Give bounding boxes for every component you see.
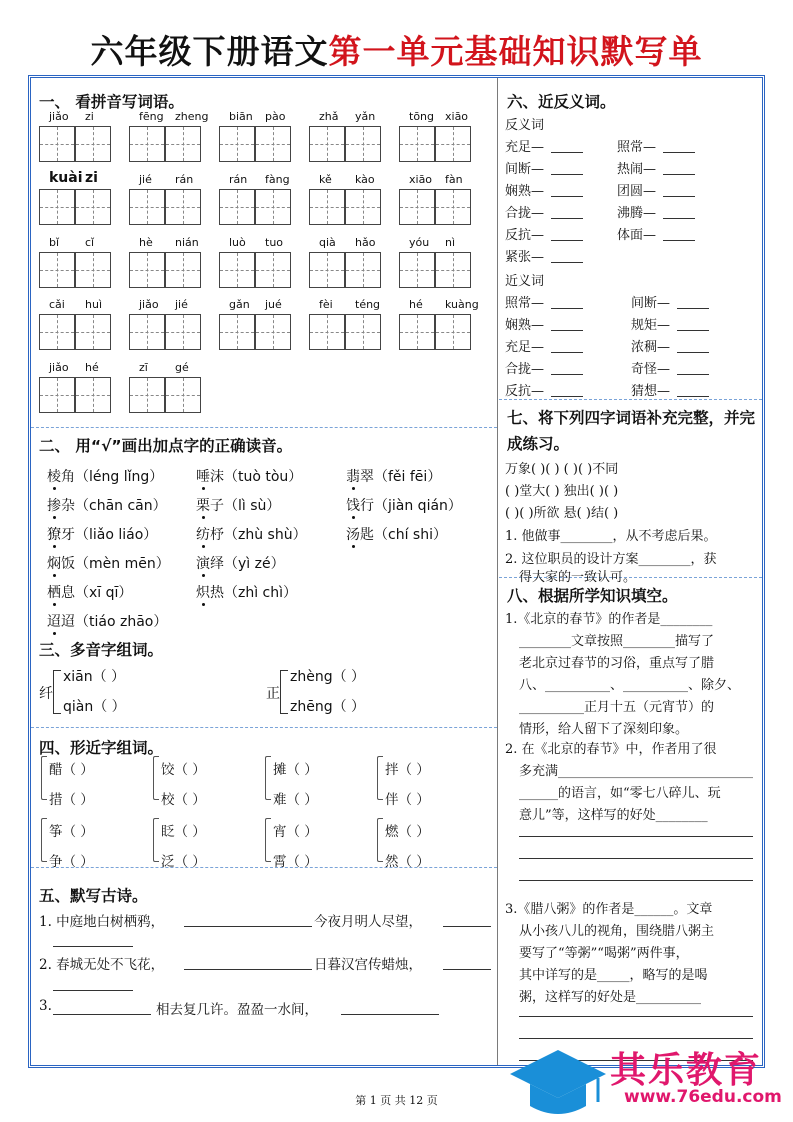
writing-box[interactable] [75,189,111,225]
answer-line[interactable] [519,1038,753,1039]
left-column [31,78,498,1065]
pinyin-syllable: jiǎo [49,361,69,374]
pronunciation-item [346,466,441,486]
pinyin-syllable: zhǎ [319,110,339,123]
pronunciation-item [47,524,157,544]
fill-text-line: __________正月十五（元宵节）的 [519,700,715,715]
writing-box[interactable] [39,189,75,225]
pinyin-options[interactable]: （jiàn qián） [374,498,462,514]
similar-char-item: 难（ ） [273,792,318,808]
pinyin-syllable: cǎi [49,298,65,311]
writing-box[interactable] [309,252,345,288]
writing-box[interactable] [435,189,471,225]
synonym-item: 合拢— [505,362,545,377]
similar-char-item: 校（ ） [161,792,206,808]
item-text: 杼 [210,527,224,543]
blank[interactable] [663,174,695,175]
blank[interactable] [551,330,583,331]
section-1-heading: 一、 看拼音写词语。 [39,93,184,111]
similar-char-item: 争（ ） [49,854,94,870]
pinyin-syllable: jié [139,173,152,186]
section-polyphone [31,638,497,728]
writing-box[interactable] [219,189,255,225]
writing-box[interactable] [165,189,201,225]
fill-text-line: 从小孩八儿的视角，围绕腊八粥主 [519,924,715,939]
antonym-item: 团圆— [617,184,657,199]
antonym-item: 体面— [617,228,657,243]
poem-line-3a: 3. [39,998,52,1014]
fill-text-line: 其中详写的是_____，略写的是喝 [519,968,708,983]
synonym-item: 猜想— [631,384,671,399]
blank[interactable] [551,174,583,175]
pronunciation-item [47,466,163,486]
similar-char-item: 燃（ ） [385,824,430,840]
blank[interactable] [551,374,583,375]
blank[interactable] [551,218,583,219]
writing-box[interactable] [219,314,255,350]
fill-text-line: ______的语言，如“零七八碎儿、玩 [519,786,721,801]
writing-box[interactable] [309,189,345,225]
pinyin-options[interactable]: （liǎo liáo） [75,527,158,543]
dotted-char: 纺 [196,527,210,543]
pronunciation-item [346,495,462,515]
section-similar-chars [31,728,497,868]
blank[interactable] [551,152,583,153]
pinyin-syllable: yóu [409,236,430,249]
pinyin-syllable: jié [175,298,188,311]
section-3-heading: 三、多音字组词。 [39,641,164,659]
section-idioms [499,400,762,585]
idiom-row-1: 万象( )( ) ( )( )不同 [505,462,619,477]
similar-char-item: 宵（ ） [273,824,318,840]
item-text: 息 [61,585,75,601]
dotted-char: 汤 [346,527,360,543]
polyphone-a-2: qiàn（ ） [63,699,126,715]
synonym-item: 浓稠— [631,340,671,355]
pinyin-syllable: xiāo [445,110,469,123]
writing-box[interactable] [75,314,111,350]
pinyin-syllable: fàng [265,173,290,186]
synonym-item: 娴熟— [505,318,545,333]
right-column [499,78,762,1065]
pinyin-syllable: zi [85,110,94,123]
synonym-label: 近义词 [505,274,545,289]
blank[interactable] [551,262,583,263]
logo-name: 其乐教育 [610,1050,763,1091]
blank[interactable] [551,240,583,241]
page-title [0,26,793,73]
pronunciation-item [47,611,167,631]
writing-box[interactable] [39,252,75,288]
pinyin-syllable: hé [409,298,423,311]
pronunciation-item [196,524,307,544]
dotted-char: 獠 [47,527,61,543]
logo-url: www.76edu.com [624,1087,782,1107]
item-text: 热 [210,585,224,601]
pinyin-syllable: fàn [445,173,463,186]
blank[interactable] [663,152,695,153]
item-text: 杂 [61,498,75,514]
section-4-heading: 四、形近字组词。 [39,739,164,757]
writing-box[interactable] [399,189,435,225]
poem-line-1b: 今夜月明人尽望， [314,914,422,930]
pinyin-syllable: hé [85,361,99,374]
writing-box[interactable] [39,377,75,413]
writing-box[interactable] [399,252,435,288]
blank[interactable] [341,1014,439,1015]
fill-text-line: 老北京过春节的习俗，重点写了腊 [519,656,715,671]
pinyin-syllable: qià [319,236,336,249]
antonym-item: 合拢— [505,206,545,221]
section-poem [31,868,497,1068]
blank[interactable] [551,352,583,353]
writing-box[interactable] [345,126,381,162]
section-pronunciation [31,428,497,638]
fill-text-line: 1.《北京的春节》的作者是________ [505,612,713,627]
bracket [377,756,383,800]
synonym-item: 奇怪— [631,362,671,377]
writing-box[interactable] [165,126,201,162]
dotted-char: 炽 [196,585,210,601]
antonym-item: 娴熟— [505,184,545,199]
section-synonyms-antonyms [499,78,762,400]
blank[interactable] [663,240,695,241]
writing-box[interactable] [165,314,201,350]
pronunciation-item [346,524,447,544]
pinyin-syllable: hè [139,236,153,249]
dotted-char: 迢 [47,614,61,630]
fill-text-line: 3.《腊八粥》的作者是______。文章 [505,902,713,917]
answer-line[interactable] [519,836,753,837]
writing-box[interactable] [435,252,471,288]
blank[interactable] [184,969,312,970]
pinyin-options[interactable]: （chān cān） [75,498,167,514]
pinyin-syllable: zheng [175,110,209,123]
bracket [41,756,47,800]
writing-box[interactable] [309,126,345,162]
fill-text-line: 粥，这样写的好处是__________ [519,990,702,1005]
fill-text-line: 情形，给人留下了深刻印象。 [519,722,689,737]
writing-box[interactable] [255,126,291,162]
writing-box[interactable] [309,314,345,350]
writing-box[interactable] [129,252,165,288]
pinyin-syllable: hǎo [355,236,376,249]
pinyin-options[interactable]: （tiáo zhāo） [75,614,168,630]
pronunciation-item [196,495,280,515]
bracket [265,756,271,800]
answer-line[interactable] [519,880,753,881]
bracket [265,818,271,862]
synonym-item: 反抗— [505,384,545,399]
pinyin-syllable: téng [355,298,381,311]
writing-box[interactable] [129,314,165,350]
blank[interactable] [677,308,709,309]
blank[interactable] [53,990,133,991]
synonym-item: 间断— [631,296,671,311]
item-text: 牙 [61,527,75,543]
pronunciation-item [196,466,302,486]
fill-text-line: 多充满______________________________ [519,764,754,779]
dotted-char: 演 [196,556,210,572]
answer-line[interactable] [519,1016,753,1017]
blank[interactable] [443,969,491,970]
fill-text-line: 意儿”等，这样写的好处________ [519,808,708,823]
bracket [153,818,159,862]
item-text: 匙 [360,527,374,543]
writing-box[interactable] [75,126,111,162]
section-7-heading-2: 成练习。 [507,435,570,453]
answer-line[interactable] [519,858,753,859]
item-text: 行 [360,498,374,514]
idiom-question-1: 1. 他做事________，从不考虑后果。 [505,529,717,544]
section-6-heading: 六、近反义词。 [507,93,616,111]
pinyin-syllable: rán [229,173,248,186]
blank[interactable] [551,308,583,309]
similar-char-item: 霄（ ） [273,854,318,870]
writing-box[interactable] [219,126,255,162]
similar-char-item: 摊（ ） [273,762,318,778]
writing-box[interactable] [165,377,201,413]
item-text: 角 [61,469,75,485]
blank[interactable] [663,218,695,219]
pinyin-syllable: xiāo [409,173,433,186]
idiom-row-2: ( )堂大( ) 独出( )( ) [505,484,619,499]
pinyin-syllable: zi [85,170,98,186]
brace-b [280,670,288,714]
pinyin-syllable: fèi [319,298,333,311]
antonym-item: 充足— [505,140,545,155]
blank[interactable] [677,330,709,331]
pinyin-syllable: gé [175,361,189,374]
writing-box[interactable] [165,252,201,288]
pinyin-options[interactable]: （fěi fēi） [374,469,442,485]
pinyin-syllable: fēng [139,110,164,123]
writing-box[interactable] [39,126,75,162]
section-2-heading: 二、 用“√”画出加点字的正确读音。 [39,437,293,455]
pinyin-syllable: kào [355,173,375,186]
blank[interactable] [443,926,491,927]
writing-box[interactable] [399,314,435,350]
writing-box[interactable] [255,189,291,225]
fill-text-line: ________文章按照________描写了 [519,634,715,649]
fill-text-line: 八、__________、__________、除夕、 [519,678,741,693]
section-7-heading-1: 七、将下列四字词语补充完整，并完 [507,409,756,427]
writing-box[interactable] [75,377,111,413]
similar-char-item: 拌（ ） [385,762,430,778]
pinyin-syllable: tōng [409,110,434,123]
pinyin-syllable: kuài [49,170,83,186]
item-text: 迢 [61,614,75,630]
pinyin-syllable: tuo [265,236,284,249]
idiom-question-2b: 得大家的一致认可。 [519,570,637,585]
similar-char-item: 泛（ ） [161,854,206,870]
pinyin-syllable: bǐ [49,236,60,249]
blank[interactable] [677,374,709,375]
title-part-1: 六年级下册语文 [90,32,329,71]
fill-text-line: 2. 在《北京的春节》中，作者用了很 [505,742,717,757]
pinyin-options[interactable]: （yì zé） [224,556,285,572]
dotted-char: 饯 [346,498,360,514]
writing-box[interactable] [255,252,291,288]
pinyin-syllable: rán [175,173,194,186]
antonym-item: 热闹— [617,162,657,177]
writing-box[interactable] [129,189,165,225]
pronunciation-item [196,553,285,573]
similar-char-item: 然（ ） [385,854,430,870]
pinyin-syllable: luò [229,236,246,249]
pronunciation-item [47,582,132,602]
fill-text-line: 要写了“等粥”“喝粥”两件事， [519,946,689,961]
item-text: 翠 [360,469,374,485]
antonym-item: 反抗— [505,228,545,243]
pinyin-options[interactable]: （chí shi） [374,527,447,543]
pinyin-options[interactable]: （zhì chì） [224,585,298,601]
blank[interactable] [551,196,583,197]
dotted-char: 棱 [47,469,61,485]
antonym-item: 紧张— [505,250,545,265]
blank[interactable] [53,946,133,947]
item-text: 沫 [210,469,224,485]
pronunciation-item [47,553,170,573]
writing-box[interactable] [75,252,111,288]
dotted-char: 掺 [47,498,61,514]
similar-char-item: 醋（ ） [49,762,94,778]
section-5-heading: 五、默写古诗。 [39,887,148,905]
section-pinyin [31,78,497,428]
page-footer: 第 1 页 共 12 页 [355,1094,438,1107]
poem-line-3b: 相去复几许。盈盈一水间， [156,1002,318,1018]
pinyin-syllable: zī [139,361,148,374]
pinyin-syllable: gǎn [229,298,250,311]
polyphone-char-a: 纤 [39,686,53,702]
dotted-char: 焖 [47,556,61,572]
pinyin-syllable: yǎn [355,110,376,123]
bracket [41,818,47,862]
antonym-item: 间断— [505,162,545,177]
pinyin-syllable: jué [265,298,282,311]
poem-line-2b: 日暮汉宫传蜡烛， [314,957,422,973]
similar-char-item: 措（ ） [49,792,94,808]
writing-box[interactable] [129,126,165,162]
pinyin-syllable: nì [445,236,456,249]
blank[interactable] [677,396,709,397]
bracket [377,818,383,862]
pinyin-options[interactable]: （lì sù） [224,498,281,514]
blank[interactable] [663,196,695,197]
item-text: 绎 [210,556,224,572]
blank[interactable] [184,926,312,927]
polyphone-a-1: xiān（ ） [63,669,126,685]
pinyin-syllable: kuàng [445,298,479,311]
writing-box[interactable] [435,314,471,350]
writing-box[interactable] [39,314,75,350]
pinyin-syllable: cǐ [85,236,95,249]
pinyin-options[interactable]: （mèn mēn） [75,556,170,572]
writing-box[interactable] [345,314,381,350]
pinyin-syllable: nián [175,236,199,249]
antonym-label: 反义词 [505,118,545,133]
pinyin-syllable: jiǎo [139,298,159,311]
synonym-item: 规矩— [631,318,671,333]
dotted-char: 唾 [196,469,210,485]
bracket [153,756,159,800]
similar-char-item: 筝（ ） [49,824,94,840]
similar-char-item: 眨（ ） [161,824,206,840]
synonym-item: 充足— [505,340,545,355]
writing-box[interactable] [255,314,291,350]
item-text: 子 [210,498,224,514]
polyphone-char-b: 正 [266,686,280,702]
writing-box[interactable] [435,126,471,162]
pinyin-syllable: kě [319,173,332,186]
writing-box[interactable] [219,252,255,288]
synonym-item: 照常— [505,296,545,311]
pinyin-options[interactable]: （xī qī） [75,585,133,601]
title-part-2: 第一单元基础知识默写单 [328,32,703,71]
writing-box[interactable] [345,189,381,225]
section-fill-in [499,578,762,1068]
idiom-question-2a: 2. 这位职员的设计方案________，获 [505,552,717,567]
polyphone-b-1: zhèng（ ） [290,669,366,685]
blank[interactable] [53,1014,151,1015]
antonym-item: 照常— [617,140,657,155]
pinyin-syllable: biān [229,110,253,123]
writing-box[interactable] [129,377,165,413]
section-8-heading: 八、根据所学知识填空。 [507,587,678,605]
pinyin-syllable: huì [85,298,102,311]
idiom-row-3: ( )( )所欲 悬( )结( ) [505,506,619,521]
polyphone-b-2: zhēng（ ） [290,699,366,715]
writing-box[interactable] [399,126,435,162]
poem-line-2a: 2. 春城无处不飞花， [39,957,165,973]
brace-a [53,670,61,714]
dotted-char: 栖 [47,585,61,601]
dotted-char: 翡 [346,469,360,485]
poem-line-1a: 1. 中庭地白树栖鸦， [39,914,165,930]
blank[interactable] [551,396,583,397]
worksheet-frame [28,75,765,1068]
pinyin-syllable: pào [265,110,286,123]
similar-char-item: 饺（ ） [161,762,206,778]
pronunciation-item [196,582,297,602]
writing-box[interactable] [345,252,381,288]
pinyin-options[interactable]: （léng lǐng） [75,469,164,485]
similar-char-item: 伴（ ） [385,792,430,808]
pinyin-syllable: jiǎo [49,110,69,123]
dotted-char: 栗 [196,498,210,514]
pinyin-options[interactable]: （zhù shù） [224,527,307,543]
pronunciation-item [47,495,167,515]
blank[interactable] [677,352,709,353]
item-text: 饭 [61,556,75,572]
antonym-item: 沸腾— [617,206,657,221]
pinyin-options[interactable]: （tuò tòu） [224,469,303,485]
